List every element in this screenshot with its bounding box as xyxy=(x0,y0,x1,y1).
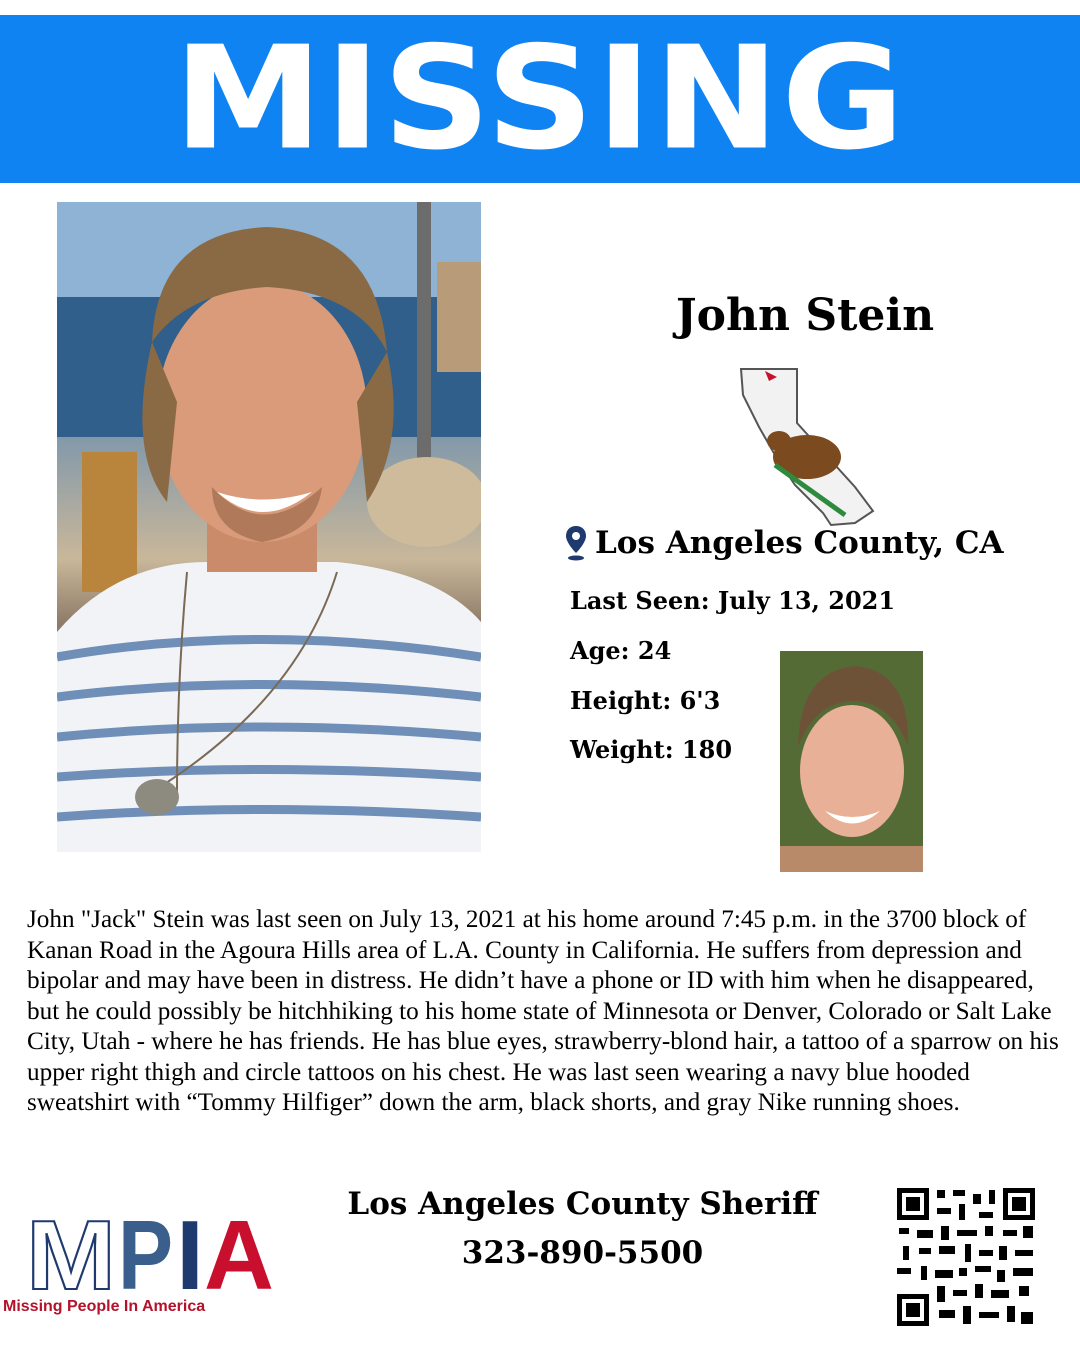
secondary-photo xyxy=(780,651,923,872)
svg-text:A: A xyxy=(204,1205,274,1297)
svg-text:M: M xyxy=(26,1205,116,1297)
california-map-icon xyxy=(735,365,880,527)
main-photo-figure xyxy=(57,202,481,852)
mpia-logo-letters xyxy=(26,1205,286,1297)
main-photo xyxy=(57,202,481,852)
location-text: Los Angeles County, CA xyxy=(595,525,1004,561)
qr-code-icon xyxy=(895,1186,1037,1328)
person-name: John Stein xyxy=(675,290,935,341)
case-description: John "Jack" Stein was last seen on July 13, 2021 at his home around 7:45 p.m. in the 3700 block of Kanan Road in the Agoura Hills area of L.A. County in California. He suffers from depression and bipolar and may have been in distress. He didn’t have a phone or ID with him when he disappeared, but he could possibly be hitchhiking to his home state of Minnesota or Denver, Colorado or Salt Lake City, Utah - where he has friends. He has blue eyes, strawberry-blond hair, a tattoo of a sparrow on his upper right thigh and circle tattoos on his chest. He was last seen wearing a navy blue hooded sweatshirt with “Tommy Hilfiger” down the arm, black shorts, and gray Nike running shoes. xyxy=(27,906,1059,1116)
map-pin-icon xyxy=(565,525,587,561)
svg-text:P: P xyxy=(118,1205,173,1297)
height: Height: 6'3 xyxy=(570,686,721,715)
svg-text:I: I xyxy=(176,1205,204,1297)
contact-agency: Los Angeles County Sheriff xyxy=(347,1186,818,1222)
qr-code[interactable] xyxy=(895,1186,1037,1328)
mpia-logo-subtitle: Missing People In America xyxy=(3,1298,206,1315)
last-seen: Last Seen: July 13, 2021 xyxy=(570,586,896,615)
age: Age: 24 xyxy=(570,636,672,665)
secondary-photo-figure xyxy=(780,651,923,872)
weight: Weight: 180 xyxy=(570,735,733,764)
banner-title: MISSING xyxy=(173,16,907,182)
missing-banner xyxy=(0,15,1080,183)
california-flag-map xyxy=(735,365,880,527)
location-row xyxy=(565,525,1004,561)
contact-phone[interactable]: 323-890-5500 xyxy=(461,1235,704,1271)
